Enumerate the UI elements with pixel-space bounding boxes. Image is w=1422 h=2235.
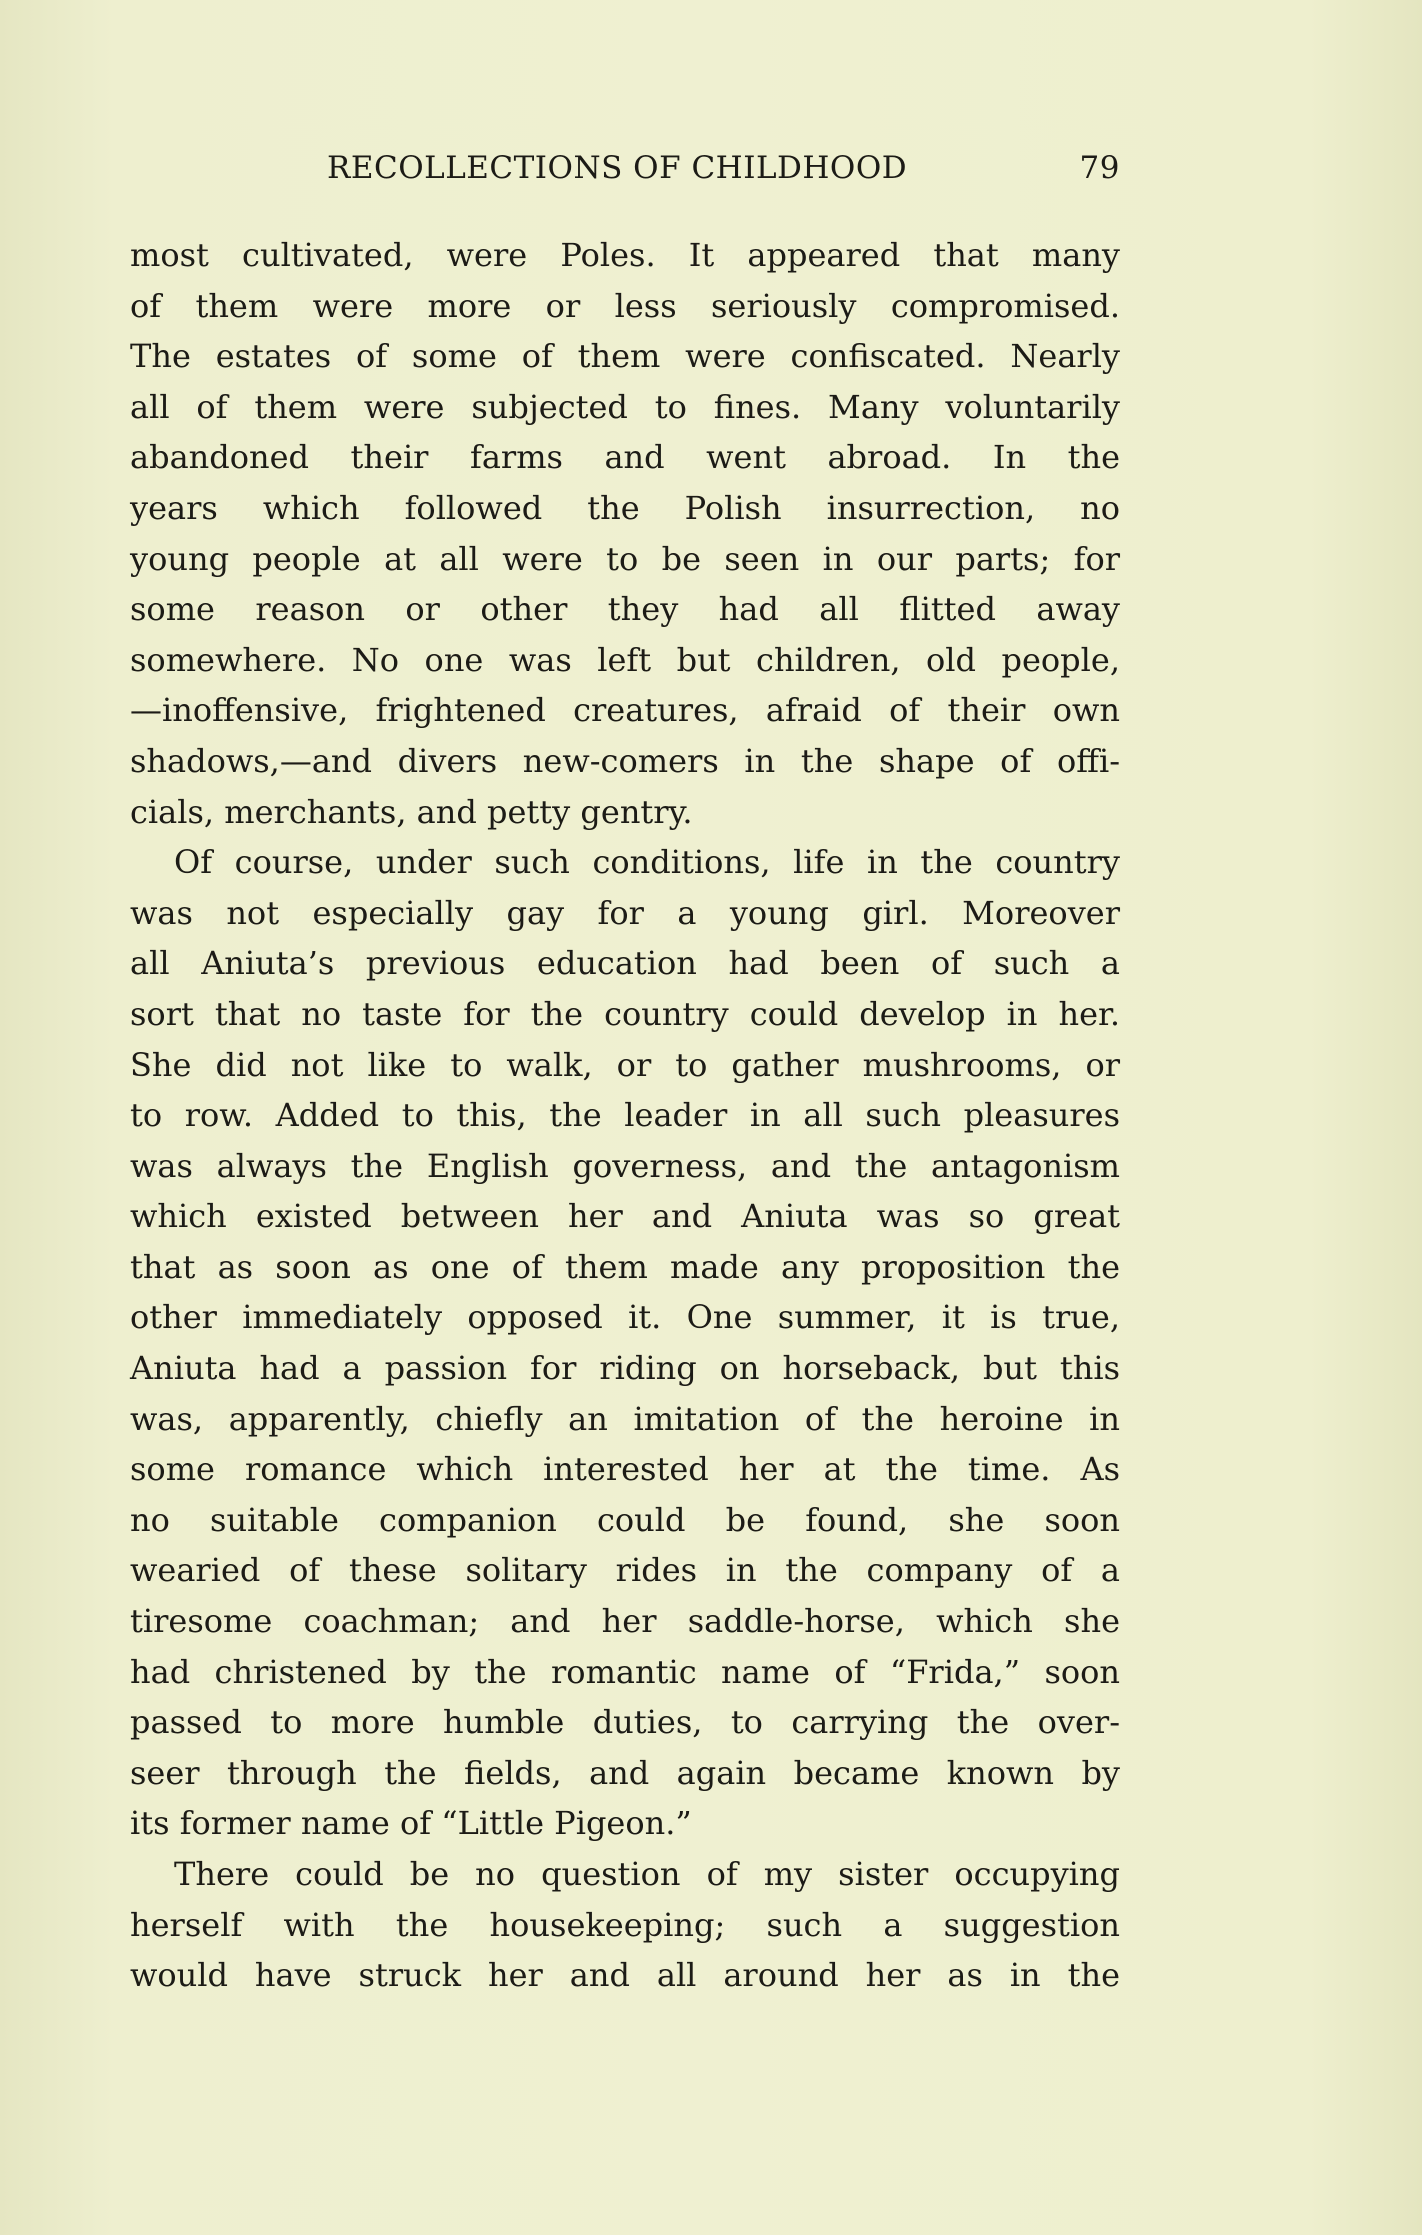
text-line: passed to more humble duties, to carrying the over- bbox=[130, 1703, 1120, 1742]
text-line: seer through the fields, and again became known by bbox=[130, 1753, 1120, 1792]
text-line: some reason or other they had all flitted away bbox=[130, 590, 1120, 629]
text-line: wearied of these solitary rides in the company of a bbox=[130, 1551, 1120, 1590]
text-line: other immediately opposed it. One summer, it is true, bbox=[130, 1298, 1120, 1337]
paragraph-3 bbox=[130, 1849, 1120, 2001]
text-line: of them were more or less seriously compromised. bbox=[130, 286, 1120, 325]
text-line: Aniuta had a passion for riding on horseback, but this bbox=[130, 1349, 1120, 1388]
text-line: tiresome coachman; and her saddle-horse, which she bbox=[130, 1602, 1120, 1641]
text-line: all Aniuta’s previous education had been of such a bbox=[130, 944, 1120, 983]
text-line: its former name of “Little Pigeon.” bbox=[130, 1804, 692, 1843]
text-line: all of them were subjected to fines. Many voluntarily bbox=[130, 387, 1120, 426]
text-line: Of course, under such conditions, life in the country bbox=[174, 843, 1120, 882]
text-line: was not especially gay for a young girl. Moreover bbox=[130, 893, 1120, 932]
text-line: no suitable companion could be found, she soon bbox=[130, 1500, 1120, 1539]
paragraph-2 bbox=[130, 837, 1120, 1849]
text-line: young people at all were to be seen in our parts; for bbox=[130, 539, 1120, 578]
paragraph-1 bbox=[130, 230, 1120, 837]
text-line: which existed between her and Aniuta was so great bbox=[130, 1197, 1120, 1236]
text-line: The estates of some of them were confiscated. Nearly bbox=[130, 337, 1120, 376]
running-head bbox=[130, 142, 1120, 192]
text-line: somewhere. No one was left but children, old people, bbox=[130, 640, 1120, 679]
text-line: She did not like to walk, or to gather mushrooms, or bbox=[130, 1045, 1120, 1084]
text-line: that as soon as one of them made any proposition the bbox=[130, 1247, 1120, 1286]
text-line: would have struck her and all around her as in the bbox=[130, 1956, 1120, 1995]
text-line: herself with the housekeeping; such a suggestion bbox=[130, 1905, 1120, 1944]
text-line: was, apparently, chiefly an imitation of the heroine in bbox=[130, 1399, 1120, 1438]
body-text bbox=[130, 230, 1120, 2001]
text-line: sort that no taste for the country could develop in her. bbox=[130, 994, 1120, 1033]
text-line: was always the English governess, and the antagonism bbox=[130, 1146, 1120, 1185]
text-line: There could be no question of my sister occupying bbox=[174, 1855, 1120, 1893]
running-title: RECOLLECTIONS OF CHILDHOOD bbox=[327, 150, 908, 186]
text-line: cials, merchants, and petty gentry. bbox=[130, 792, 693, 831]
text-line: had christened by the romantic name of “Frida,” soon bbox=[130, 1652, 1120, 1691]
text-line: abandoned their farms and went abroad. In the bbox=[130, 438, 1120, 477]
text-line: —inoffensive, frightened creatures, afraid of their own bbox=[130, 691, 1120, 730]
text-line: years which followed the Polish insurrection, no bbox=[130, 488, 1120, 527]
text-line: to row. Added to this, the leader in all such pleasures bbox=[130, 1096, 1120, 1135]
page-number: 79 bbox=[1079, 150, 1120, 186]
text-line: some romance which interested her at the time. As bbox=[130, 1450, 1120, 1489]
text-line: most cultivated, were Poles. It appeared that many bbox=[130, 236, 1120, 274]
text-line: shadows,—and divers new-comers in the shape of offi- bbox=[130, 741, 1120, 780]
